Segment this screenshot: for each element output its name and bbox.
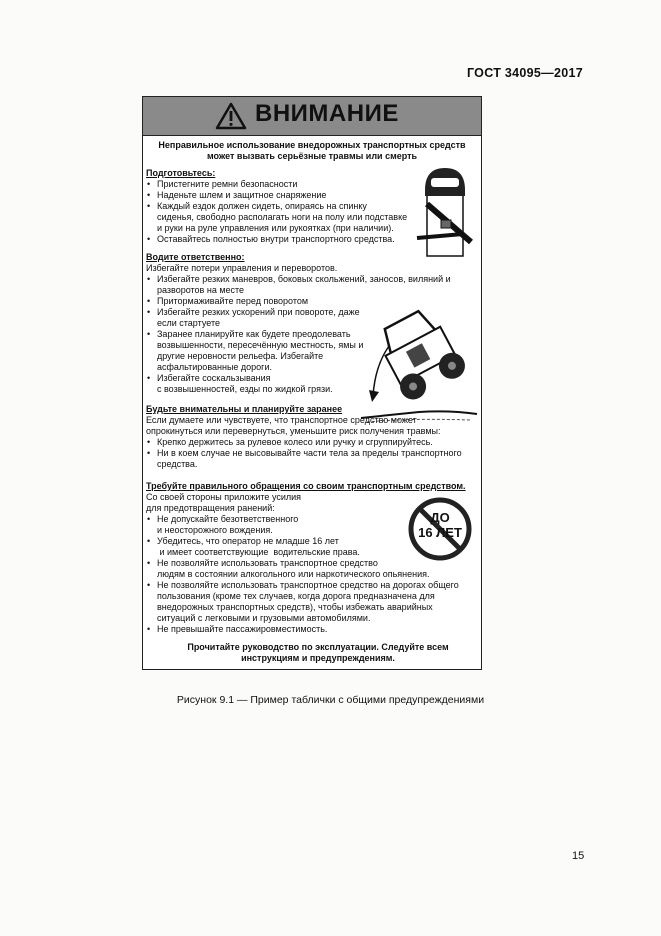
list-item: • Крепко держитесь за рулевое колесо или ручку и сгруппируйтесь. <box>146 437 480 448</box>
list-item: • Наденьте шлем и защитное снаряжение <box>146 190 416 201</box>
section-title: Подготовьтесь: <box>146 168 216 178</box>
list-item: • Притормаживайте перед поворотом <box>146 296 476 307</box>
list-item: • Ни в коем случае не высовывайте части тела за пределы транспортного средства. <box>146 448 480 470</box>
figure-caption: Рисунок 9.1 — Пример таблички с общими предупреждениями <box>176 694 485 706</box>
list-item: • Избегайте резких ускорений при повороте, даже если стартуете <box>146 307 476 329</box>
sign-header <box>143 97 481 136</box>
standard-code: ГОСТ 34095—2017 <box>466 66 583 80</box>
list-item: • Не позволяйте использовать транспортное средство на дорогах общего пользования (кроме тех случаев, когда дорога предназначена для внедорожных транспортных средств), чтобы избежать аварийных ситуаций с легковыми и грузовыми автомобилями. <box>146 580 480 624</box>
age-badge-line1: ДО <box>430 510 450 525</box>
list-item: • Избегайте резких маневров, боковых скольжений, заносов, виляний и разворотов на месте <box>146 274 476 296</box>
list-item: • Избегайте соскальзывания с возвышенностей, езды по жидкой грязи. <box>146 373 476 395</box>
helmet-seatbelt-icon <box>413 164 475 260</box>
warning-sign <box>142 96 482 670</box>
warning-triangle-icon <box>215 102 247 130</box>
section-intro: Если думаете или чувствуете, что транспортное средство может опрокинуться или перевернуться, уменьшите риск получения травмы: <box>146 415 441 436</box>
list-item: • Не превышайте пассажировместимость. <box>146 624 480 635</box>
section-prepare <box>146 168 416 245</box>
section-intro: Избегайте потери управления и переворотов. <box>146 263 338 273</box>
no-under-16-icon <box>407 496 473 562</box>
section-title: Водите ответственно: <box>146 252 245 262</box>
age-badge-line2: 16 ЛЕТ <box>418 525 462 540</box>
list-item: • Не допускайте безответственного и неосторожного вождения. <box>146 514 480 536</box>
sign-footer: Прочитайте руководство по эксплуатации. Следуйте всем инструкциям и предупреждениям. <box>187 642 449 663</box>
page-number: 15 <box>572 850 585 862</box>
list-item: • Заранее планируйте как будете преодолевать возвышенности, пересечённую местность, ямы и другие неровности рельефа. Избегайте асфальтированные дороги. <box>146 329 476 373</box>
section-title: Будьте внимательны и планируйте заранее <box>146 404 343 414</box>
sign-header-text: ВНИМАНИЕ <box>255 100 399 127</box>
section-be-attentive <box>146 404 480 470</box>
section-intro: Со своей стороны приложите усилия для предотвращения ранений: <box>146 492 302 513</box>
list-item: • Пристегните ремни безопасности <box>146 179 416 190</box>
sign-subtitle: Неправильное использование внедорожных транспортных средств может вызвать серьёзные травмы или смерть <box>158 140 466 161</box>
list-item: • Убедитесь, что оператор не младше 16 лет и имеет соответствующие водительские права. <box>146 536 480 558</box>
list-item: • Каждый ездок должен сидеть, опираясь на спинку сиденья, свободно располагать ноги на полу или подставке и руки на руле управления или рукоятках (при наличии). <box>146 201 416 234</box>
list-item: • Оставайтесь полностью внутри транспортного средства. <box>146 234 416 245</box>
section-title: Требуйте правильного обращения со своим транспортным средством. <box>146 481 466 491</box>
list-item: • Не позволяйте использовать транспортное средство людям в состоянии алкогольного или наркотического опьянения. <box>146 558 480 580</box>
